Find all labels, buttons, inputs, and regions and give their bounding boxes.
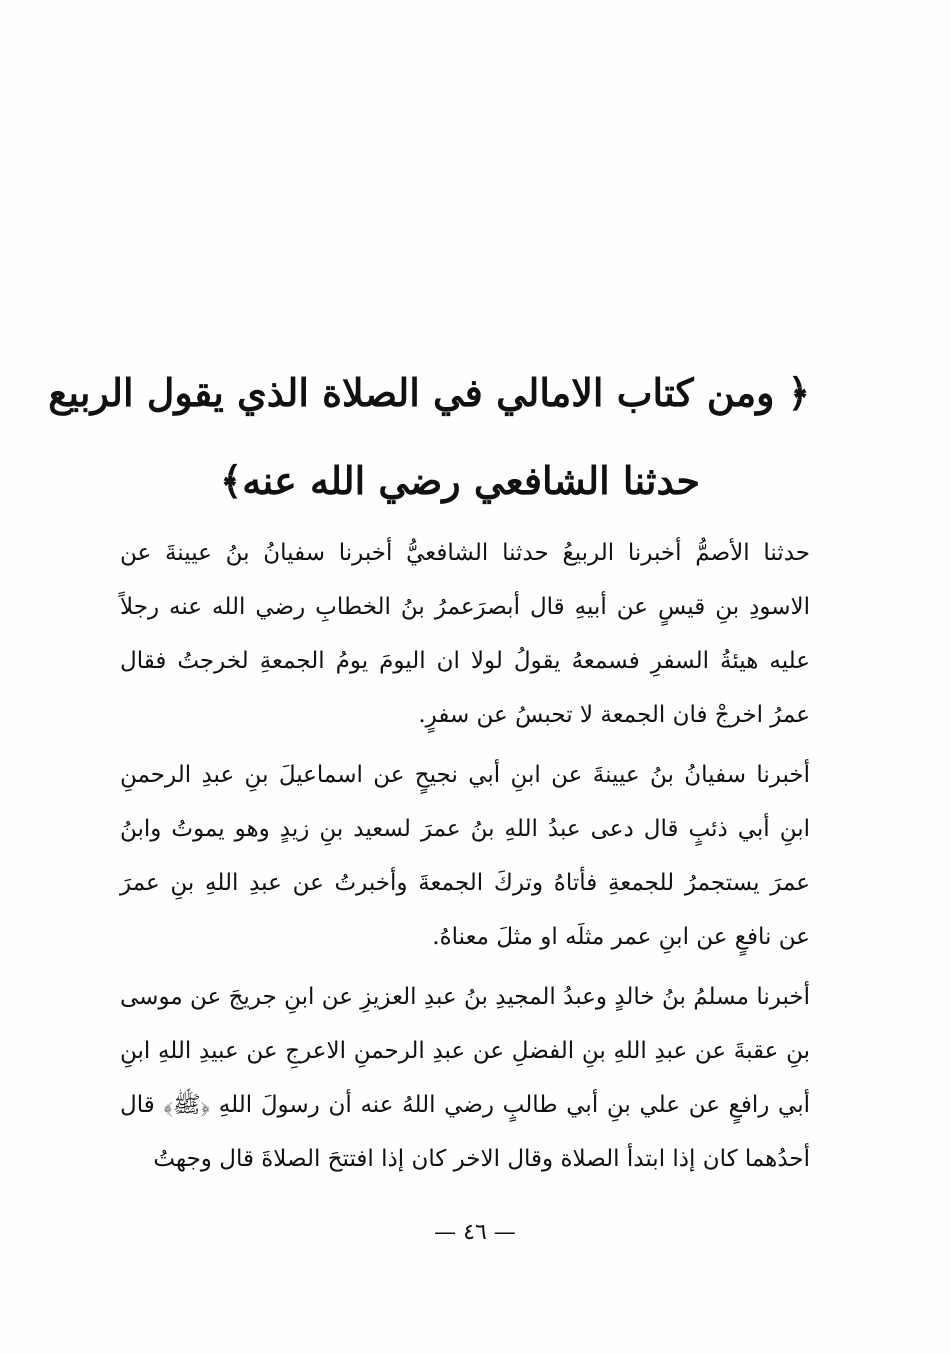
paragraph-3: أخبرنا مسلمُ بنُ خالدٍ وعبدُ المجيدِ بنُ عبدِ العزيزِ عن ابنِ جريجَ عن موسى بنِ عقبةَ عن عبدِ اللهِ بنِ الفضلِ عن عبدِ الرحمنِ الاعرجِ عن عبيدِ اللهِ ابنِ أبي رافعٍ عن علي بنِ أبي طالبٍ رضي اللهُ عنه أن رسولَ اللهِ ﴿ﷺ﴾ قال أحدُهما كان إذا ابتدأ الصلاة وقال الاخر كان إذا افتتحَ الصلاةَ قال وجهتُ — [120, 984, 810, 1172]
page-number: — ٤٦ — — [434, 1220, 516, 1245]
chapter-heading-line-1: ﴿ ومن كتاب الامالي في الصلاة الذي يقول الربيع — [48, 370, 810, 415]
paragraph-2: أخبرنا سفيانُ بنُ عيينةَ عن ابنِ أبي نجيحٍ عن اسماعيلَ بنِ عبدِ الرحمنِ ابنِ أبي ذئبٍ قال دعى عبدُ اللهِ بنُ عمرَ لسعيد بنِ زيدٍ وهو يموتُ وابنُ عمرَ يستجمرُ للجمعةِ فأتاهُ وتركَ الجمعةَ وأخبرتُ عن عبدِ اللهِ بنِ عمرَ عن نافعٍ عن ابنِ عمر مثلَه او مثلَ معناهُ. — [120, 762, 810, 950]
chapter-heading-line-2: حدثنا الشافعي رضي الله عنه﴾ — [220, 458, 700, 503]
paragraph-1: حدثنا الأصمُّ أخبرنا الربيعُ حدثنا الشافعيُّ أخبرنا سفيانُ بنُ عيينةَ عن الاسودِ بنِ قيسٍ عن أبيهِ قال أبصرَعمرُ بنُ الخطابِ رضي الله عنه رجلاً عليه هيئةُ السفرِ فسمعهُ يقولُ لولا ان اليومَ يومُ الجمعةِ لخرجتُ فقال عمرُ اخرجْ فان الجمعة لا تحبسُ عن سفرٍ. — [120, 540, 810, 728]
